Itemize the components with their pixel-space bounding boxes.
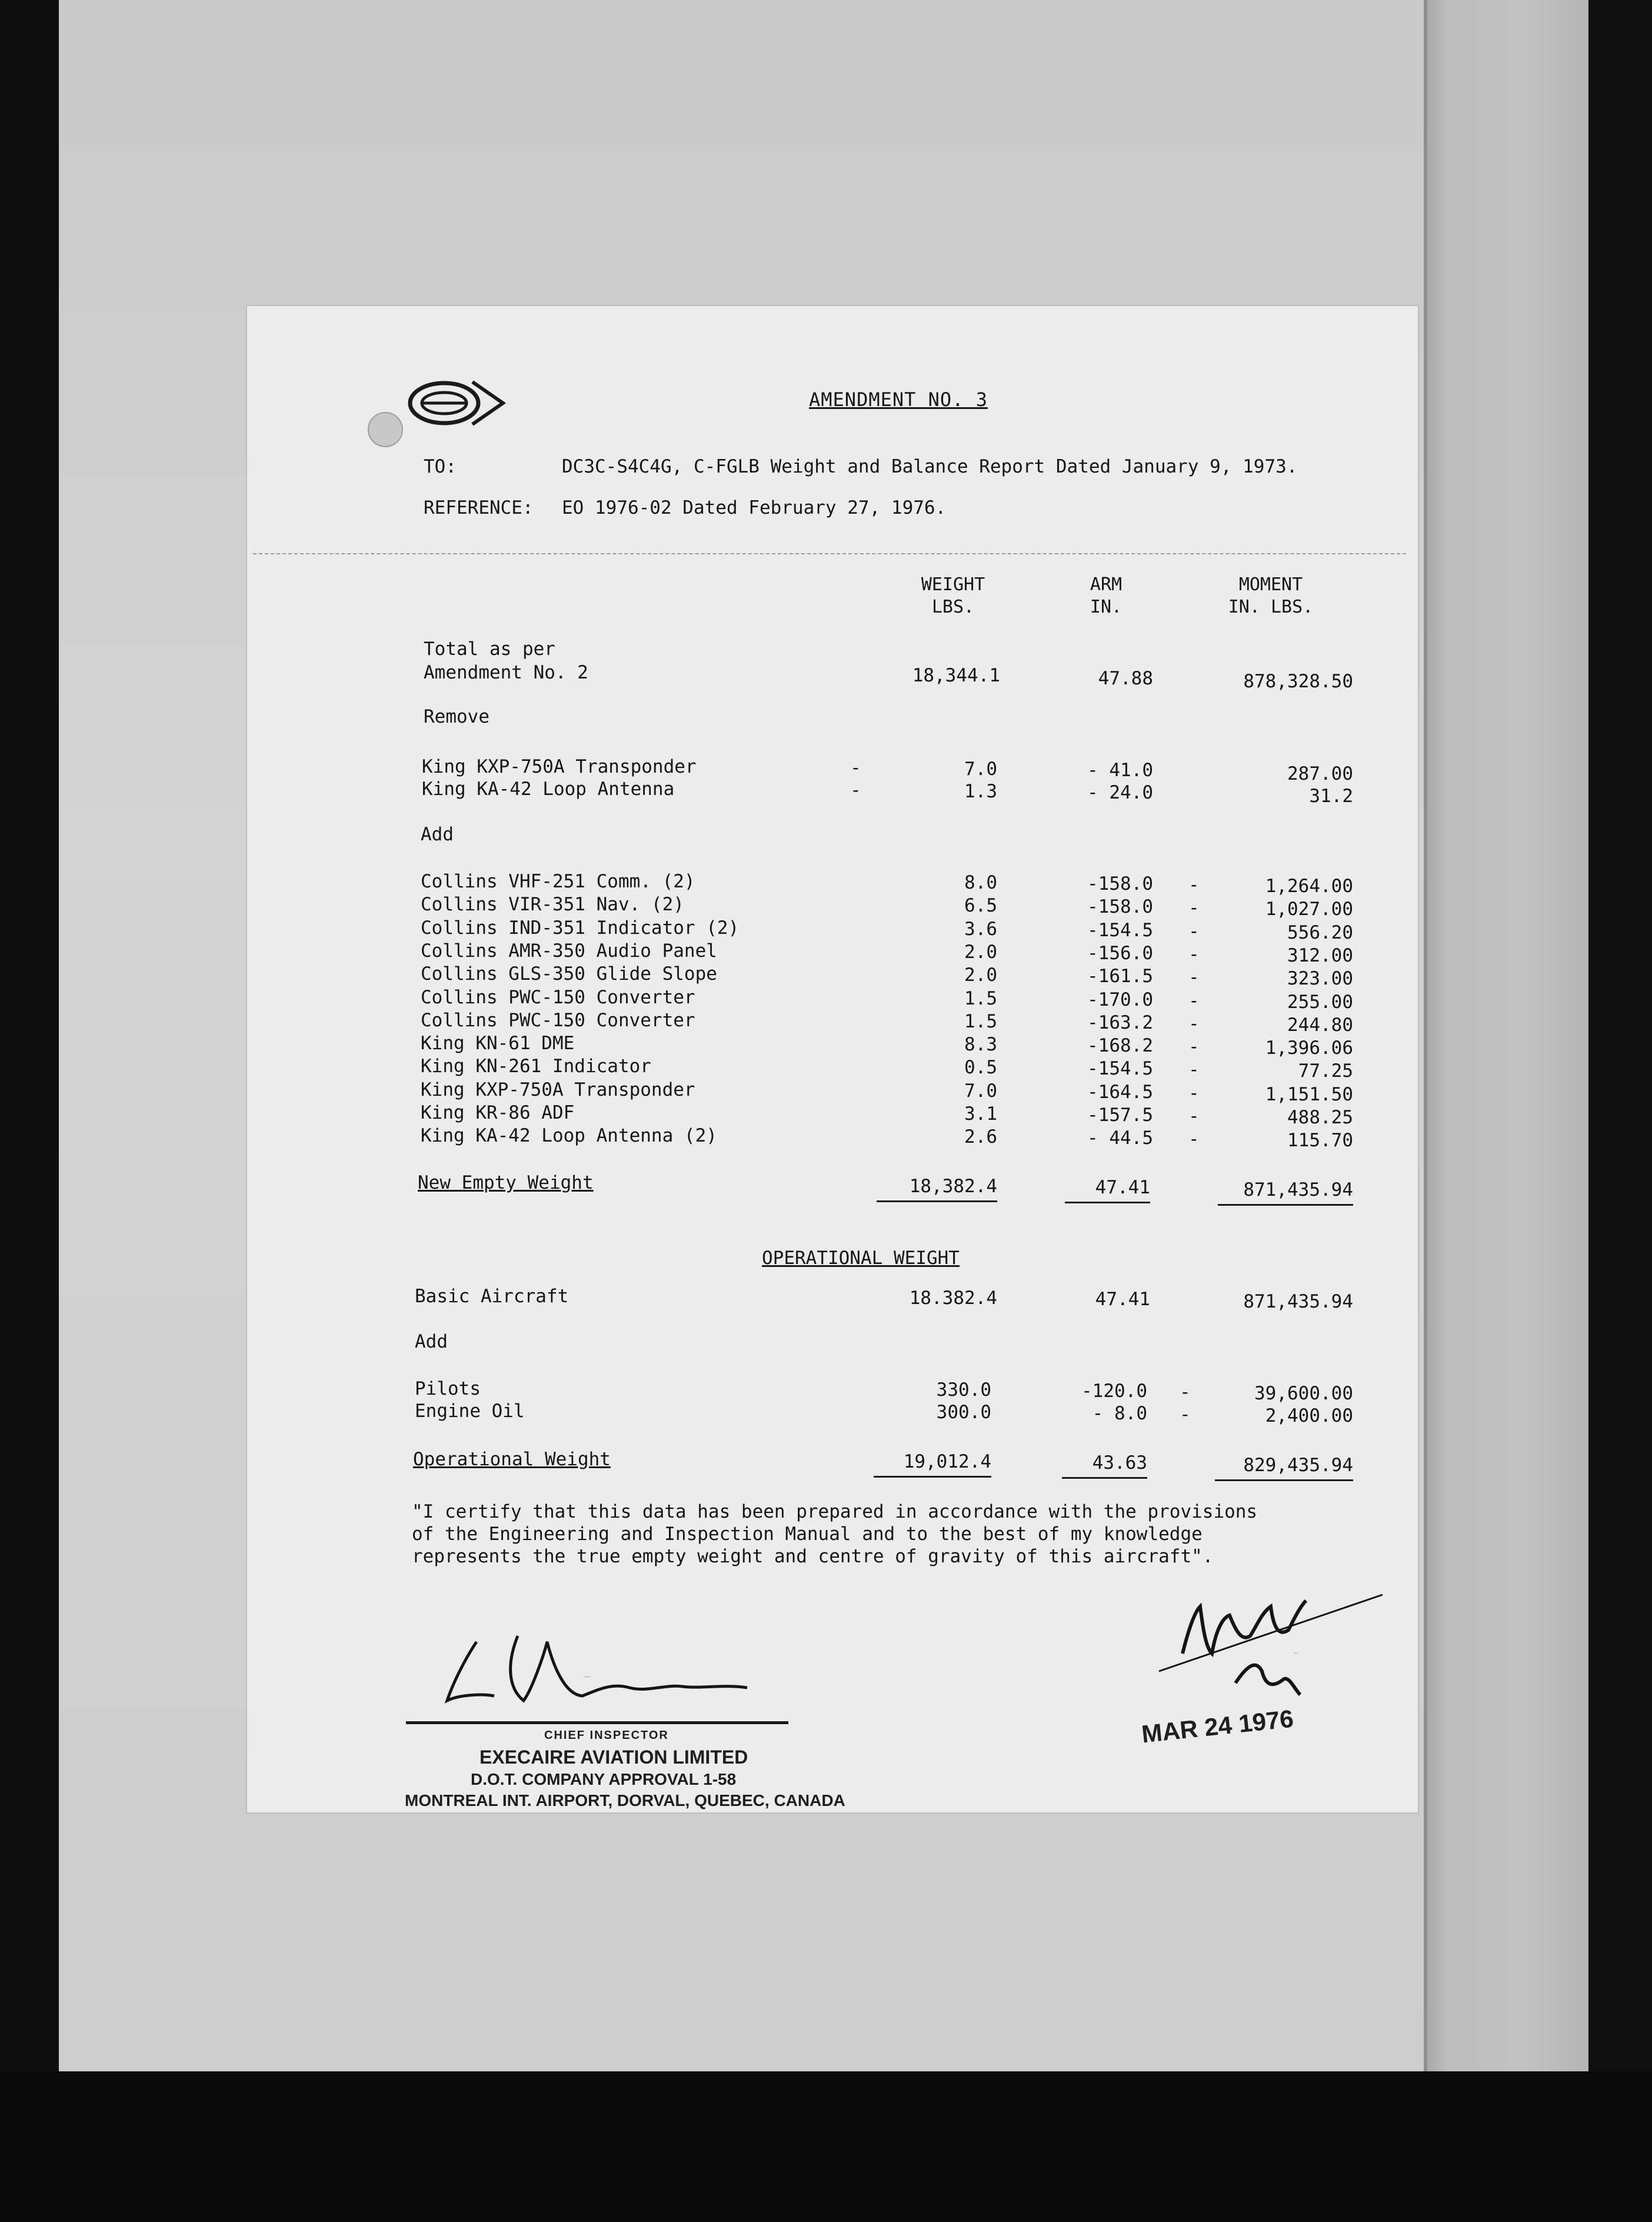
add-item-weight: 3.6: [964, 919, 997, 940]
add-item-moment: 312.00: [1287, 945, 1353, 966]
add-item-moment-sign: -: [1188, 921, 1200, 942]
add-item-moment-sign: -: [1188, 897, 1200, 919]
stamp-approval: D.O.T. COMPANY APPROVAL 1-58: [471, 1770, 737, 1788]
remove-item-sign: -: [850, 780, 861, 801]
add-item-moment-sign: -: [1188, 1083, 1200, 1104]
add-item-name: Collins GLS-350 Glide Slope: [421, 963, 717, 984]
add-item-moment: 255.00: [1287, 992, 1353, 1013]
add-item-weight: 2.0: [964, 964, 997, 986]
add-item-moment: 115.70: [1287, 1130, 1353, 1151]
operational-total-arm: 43.63: [1092, 1452, 1147, 1473]
add-item-arm: -163.2: [1087, 1012, 1153, 1033]
add-item-weight: 8.0: [964, 872, 997, 893]
add-item-moment: 244.80: [1287, 1014, 1353, 1036]
add-item-arm: -168.2: [1087, 1035, 1153, 1056]
add-item-weight: 8.3: [964, 1034, 997, 1055]
add-item-weight: 1.5: [964, 988, 997, 1009]
reference-label: REFERENCE:: [424, 497, 534, 518]
new-empty-moment: 871,435.94: [1243, 1179, 1353, 1200]
to-value: DC3C-S4C4G, C-FGLB Weight and Balance Report Dated January 9, 1973.: [562, 456, 1298, 477]
stamp-address: MONTREAL INT. AIRPORT, DORVAL, QUEBEC, CANADA: [405, 1791, 845, 1809]
add-item-weight: 1.5: [964, 1011, 997, 1032]
add-item-moment-sign: -: [1188, 990, 1200, 1012]
add-item-moment-sign: -: [1188, 1013, 1200, 1035]
remove-item-arm: - 24.0: [1087, 782, 1153, 803]
add-item-weight: 2.0: [964, 942, 997, 963]
add-item-moment-sign: -: [1188, 1106, 1200, 1127]
remove-item-moment: 31.2: [1309, 786, 1353, 807]
add-heading: Add: [421, 824, 454, 845]
operational-item-moment: 39,600.00: [1254, 1383, 1353, 1404]
received-date-stamp: MAR 24 1976: [1140, 1704, 1295, 1748]
add-item-moment: 1,396.06: [1265, 1037, 1353, 1059]
add-item-arm: -157.5: [1087, 1105, 1153, 1126]
add-item-arm: -156.0: [1087, 943, 1153, 964]
operational-item-name: Pilots: [415, 1378, 481, 1399]
total-prior-weight: 18,344.1: [912, 665, 1000, 686]
weight-header-line2: LBS.: [931, 597, 975, 617]
moment-header-line1: MOMENT: [1238, 574, 1303, 595]
add-item-name: Collins AMR-350 Audio Panel: [421, 940, 717, 962]
add-item-moment: 1,151.50: [1265, 1084, 1353, 1105]
punch-hole: [368, 412, 403, 447]
new-empty-weight: 18,382.4: [909, 1176, 997, 1197]
add-item-name: Collins VIR-351 Nav. (2): [421, 894, 684, 915]
add-item-name: King KXP-750A Transponder: [421, 1079, 695, 1100]
operational-item-weight: 330.0: [936, 1379, 991, 1401]
remove-item-moment: 287.00: [1287, 763, 1353, 784]
add-item-moment: 556.20: [1287, 922, 1353, 943]
add-item-weight: 2.6: [964, 1126, 997, 1147]
add-item-weight: 3.1: [964, 1103, 997, 1125]
film-border-left: [0, 0, 59, 2222]
add-item-weight: 0.5: [964, 1057, 997, 1078]
add-item-moment: 1,264.00: [1265, 876, 1353, 897]
total-prior-label-2: Amendment No. 2: [424, 662, 588, 683]
basic-aircraft-weight: 18.382.4: [909, 1288, 997, 1309]
add-item-moment-sign: -: [1188, 944, 1200, 965]
add-item-arm: -170.0: [1087, 989, 1153, 1010]
remove-item-sign: -: [850, 757, 861, 779]
add-item-arm: -164.5: [1087, 1082, 1153, 1103]
operational-heading: OPERATIONAL WEIGHT: [762, 1248, 960, 1269]
add-item-name: King KN-261 Indicator: [421, 1056, 651, 1077]
company-logo-icon: [403, 374, 506, 433]
operational-weight-underline: [874, 1476, 991, 1478]
amendment-sheet: [247, 306, 1418, 1812]
remove-item-weight: 7.0: [964, 759, 997, 780]
certification-statement: [412, 1501, 1353, 1568]
noted-handwriting: [1147, 1571, 1394, 1724]
certification-line2: of the Engineering and Inspection Manual and to the best of my knowledge: [412, 1524, 1203, 1545]
stamp-company: EXECAIRE AVIATION LIMITED: [479, 1747, 748, 1768]
stamp-role: CHIEF INSPECTOR: [544, 1729, 669, 1742]
moment-header-line2: IN. LBS.: [1228, 597, 1314, 617]
add-item-name: Collins IND-351 Indicator (2): [421, 917, 740, 939]
operational-item-name: Engine Oil: [415, 1401, 525, 1422]
basic-aircraft-moment: 871,435.94: [1243, 1291, 1353, 1312]
basic-aircraft-arm: 47.41: [1095, 1289, 1150, 1310]
total-prior-label-1: Total as per: [424, 638, 555, 660]
add-item-arm: -158.0: [1087, 873, 1153, 894]
add-item-moment: 323.00: [1287, 968, 1353, 989]
remove-item-name: King KXP-750A Transponder: [422, 756, 697, 777]
operational-add-heading: Add: [415, 1331, 448, 1352]
new-empty-weight-underline: [877, 1200, 997, 1202]
remove-heading: Remove: [424, 706, 489, 727]
signature-text: L. Rousseau: [582, 1677, 591, 1678]
inspector-signature: [406, 1618, 818, 1712]
basic-aircraft-label: Basic Aircraft: [415, 1286, 569, 1307]
document-title: AMENDMENT NO. 3: [809, 388, 988, 411]
new-empty-label: New Empty Weight: [418, 1172, 594, 1193]
add-item-name: Collins PWC-150 Converter: [421, 1010, 695, 1031]
signature-line: [406, 1721, 788, 1724]
operational-item-moment: 2,400.00: [1265, 1405, 1353, 1426]
certification-line3: represents the true empty weight and centre of gravity of this aircraft".: [412, 1546, 1214, 1567]
operational-item-moment-sign: -: [1180, 1382, 1191, 1403]
add-item-arm: -161.5: [1087, 966, 1153, 987]
weight-column-header: [882, 574, 1024, 618]
add-item-name: Collins VHF-251 Comm. (2): [421, 871, 695, 892]
operational-total-weight: 19,012.4: [903, 1451, 991, 1472]
total-prior-arm: 47.88: [1098, 668, 1153, 689]
add-item-weight: 7.0: [964, 1080, 997, 1102]
moment-column-header: [1188, 574, 1353, 618]
noted-text: Noted: [1294, 1653, 1298, 1654]
add-item-moment-sign: -: [1188, 967, 1200, 988]
certification-line1: "I certify that this data has been prepared in accordance with the provisions: [412, 1501, 1258, 1522]
operational-item-arm: - 8.0: [1092, 1403, 1147, 1424]
add-item-arm: -154.5: [1087, 920, 1153, 941]
reference-value: EO 1976-02 Dated February 27, 1976.: [562, 497, 947, 518]
add-item-name: King KA-42 Loop Antenna (2): [421, 1125, 717, 1146]
new-empty-arm-underline: [1065, 1202, 1150, 1203]
film-border-bottom: [0, 2071, 1652, 2222]
add-item-moment: 488.25: [1287, 1107, 1353, 1128]
remove-item-name: King KA-42 Loop Antenna: [422, 779, 675, 800]
to-label: TO:: [424, 456, 457, 477]
operational-item-moment-sign: -: [1180, 1404, 1191, 1425]
add-item-arm: -154.5: [1087, 1058, 1153, 1079]
total-prior-moment: 878,328.50: [1243, 671, 1353, 692]
add-item-moment-sign: -: [1188, 1036, 1200, 1057]
arm-column-header: [1047, 574, 1165, 618]
add-item-name: King KN-61 DME: [421, 1033, 575, 1054]
add-item-moment-sign: -: [1188, 1059, 1200, 1080]
divider: [253, 553, 1406, 554]
operational-total-label: Operational Weight: [413, 1449, 611, 1470]
new-empty-arm: 47.41: [1095, 1177, 1150, 1198]
add-item-moment-sign: -: [1188, 1129, 1200, 1150]
add-item-arm: -158.0: [1087, 896, 1153, 917]
add-item-moment-sign: -: [1188, 874, 1200, 896]
weight-header-line1: WEIGHT: [921, 574, 985, 595]
add-item-moment: 77.25: [1298, 1060, 1353, 1082]
add-item-name: King KR-86 ADF: [421, 1102, 575, 1123]
operational-total-moment: 829,435.94: [1243, 1455, 1353, 1476]
operational-arm-underline: [1062, 1477, 1147, 1479]
operational-moment-underline: [1215, 1479, 1353, 1481]
add-item-moment: 1,027.00: [1265, 899, 1353, 920]
add-item-arm: - 44.5: [1087, 1127, 1153, 1149]
arm-header-line2: IN.: [1090, 597, 1123, 617]
arm-header-line1: ARM: [1090, 574, 1123, 595]
remove-item-arm: - 41.0: [1087, 760, 1153, 781]
remove-item-weight: 1.3: [964, 781, 997, 802]
add-item-name: Collins PWC-150 Converter: [421, 987, 695, 1008]
film-border-right: [1588, 0, 1652, 2222]
folder-edge: [1424, 0, 1592, 2071]
operational-item-weight: 300.0: [936, 1402, 991, 1423]
operational-item-arm: -120.0: [1081, 1381, 1147, 1402]
add-item-weight: 6.5: [964, 895, 997, 916]
new-empty-moment-underline: [1218, 1204, 1353, 1206]
